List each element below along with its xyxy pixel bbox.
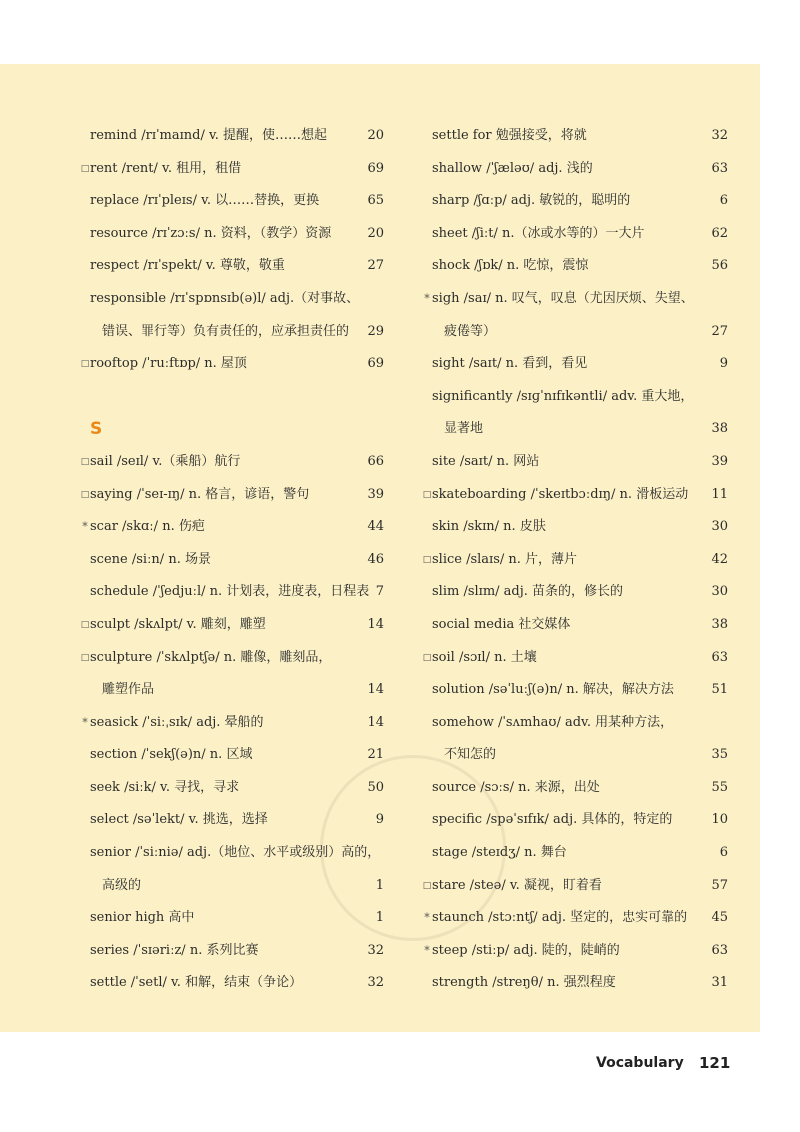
- entry-text: scene /siːn/ n. 场景: [90, 551, 211, 567]
- entry-page-number: 27: [367, 258, 384, 274]
- entry-page-number: 69: [367, 160, 384, 176]
- entry-page-number: 39: [711, 453, 728, 469]
- section-letter: S: [90, 419, 103, 440]
- entry-text: skin /skɪn/ n. 皮肤: [432, 519, 546, 535]
- entry-text: settle for 勉强接受，将就: [432, 128, 587, 143]
- entry-text: sigh /saɪ/ n. 叹气，叹息（尤因厌烦、失望、: [432, 290, 694, 306]
- vocabulary-entry: [80, 153, 384, 186]
- entry-page-number: 32: [711, 128, 728, 143]
- vocabulary-entry: [422, 185, 728, 218]
- entry-text: sail /seɪl/ v.（乘船）航行: [90, 453, 241, 469]
- entry-text: 不知怎的: [444, 747, 497, 763]
- entry-page-number: 63: [711, 649, 728, 665]
- vocabulary-entry: [80, 576, 384, 609]
- square-marker-icon: □: [422, 880, 432, 891]
- entry-text: replace /rɪˈpleɪs/ v. 以……替换，更换: [90, 193, 320, 209]
- entry-text: responsible /rɪˈspɒnsɪb(ə)l/ adj.（对事故、: [90, 290, 360, 306]
- vocabulary-entry: [422, 381, 728, 414]
- vocabulary-entry: [80, 316, 384, 349]
- entry-page-number: 56: [711, 258, 728, 274]
- star-marker-icon: *: [424, 911, 430, 925]
- vocabulary-entry: [80, 739, 384, 772]
- entry-text: source /sɔːs/ n. 来源，出处: [432, 779, 600, 795]
- entry-text: shallow /ˈʃæləʊ/ adj. 浅的: [432, 160, 593, 176]
- square-marker-icon: □: [80, 619, 90, 630]
- entry-text: senior /ˈsiːniə/ adj.（地位、水平或级别）高的，: [90, 845, 381, 861]
- vocabulary-entry: [422, 120, 728, 153]
- footer-page-number: 121: [699, 1054, 731, 1072]
- entry-text: 错误、罪行等）负有责任的，应承担责任的: [102, 323, 350, 339]
- square-marker-icon: □: [80, 652, 90, 663]
- vocabulary-entry: [80, 120, 384, 153]
- entry-page-number: 29: [367, 323, 384, 339]
- vocabulary-entry: [80, 218, 384, 251]
- entry-text: soil /sɔɪl/ n. 土壤: [432, 649, 537, 665]
- entry-text: 雕塑作品: [102, 682, 155, 698]
- vocabulary-entry: [80, 348, 384, 381]
- vocabulary-entry: [422, 707, 728, 740]
- entry-text: remind /rɪˈmaɪnd/ v. 提醒，使……想起: [90, 128, 328, 143]
- entry-page-number: 20: [367, 128, 384, 143]
- square-marker-icon: □: [422, 554, 432, 565]
- vocabulary-entry: [80, 967, 384, 1000]
- vocabulary-entry: [422, 642, 728, 675]
- entry-text: seek /siːk/ v. 寻找，寻求: [90, 779, 240, 795]
- square-marker-icon: □: [80, 359, 90, 370]
- star-marker-icon: *: [82, 520, 88, 534]
- section-heading: [80, 413, 384, 446]
- entry-page-number: 55: [711, 779, 728, 795]
- entry-page-number: 14: [367, 682, 384, 698]
- entry-page-number: 27: [711, 323, 728, 339]
- vocabulary-entry: [422, 283, 728, 316]
- entry-text: sculpture /ˈskʌlptʃə/ n. 雕像，雕刻品，: [90, 649, 332, 665]
- entry-page-number: 50: [367, 779, 384, 795]
- vocabulary-entry: [422, 153, 728, 186]
- vocabulary-entry: [422, 609, 728, 642]
- entry-page-number: 14: [367, 714, 384, 730]
- spacer: [80, 381, 384, 414]
- vocabulary-entry: [422, 870, 728, 903]
- entry-text: slice /slaɪs/ n. 片，薄片: [432, 551, 578, 567]
- entry-text: saying /ˈseɪ-ɪŋ/ n. 格言，谚语，警句: [90, 486, 310, 502]
- entry-page-number: 38: [711, 616, 728, 632]
- entry-text: senior high 高中: [90, 910, 195, 926]
- entry-page-number: 9: [719, 356, 728, 372]
- vocabulary-entry: [422, 674, 728, 707]
- entry-page-number: 14: [367, 616, 384, 632]
- vocabulary-entry: [422, 511, 728, 544]
- vocabulary-entry: [80, 642, 384, 675]
- entry-text: solution /səˈluːʃ(ə)n/ n. 解决，解决方法: [432, 682, 674, 698]
- entry-text: significantly /sɪɡˈnɪfɪkəntli/ adv. 重大地，: [432, 388, 694, 404]
- entry-page-number: 31: [711, 975, 728, 991]
- vocabulary-entry: [80, 707, 384, 740]
- entry-page-number: 38: [711, 421, 728, 437]
- entry-page-number: 32: [367, 942, 384, 958]
- vocabulary-entry: [422, 967, 728, 1000]
- vocabulary-entry: [422, 902, 728, 935]
- entry-page-number: 46: [367, 551, 384, 567]
- entry-page-number: 35: [711, 747, 728, 763]
- vocabulary-entry: [80, 870, 384, 903]
- vocabulary-column-left: [80, 120, 384, 1000]
- entry-page-number: 39: [367, 486, 384, 502]
- entry-text: rooftop /ˈruːftɒp/ n. 屋顶: [90, 356, 247, 372]
- entry-page-number: 45: [711, 910, 728, 926]
- entry-text: sheet /ʃiːt/ n.（冰或水等的）一大片: [432, 225, 645, 241]
- entry-text: site /saɪt/ n. 网站: [432, 453, 540, 469]
- entry-text: somehow /ˈsʌmhaʊ/ adv. 用某种方法，: [432, 714, 674, 730]
- entry-text: social media 社交媒体: [432, 616, 571, 632]
- entry-text: respect /rɪˈspekt/ v. 尊敬，敬重: [90, 258, 285, 274]
- star-marker-icon: *: [424, 291, 430, 305]
- star-marker-icon: *: [424, 943, 430, 957]
- entry-page-number: 30: [711, 519, 728, 535]
- entry-text: seasick /ˈsiːˌsɪk/ adj. 晕船的: [90, 714, 264, 730]
- entry-text: resource /rɪˈzɔːs/ n. 资料，（教学）资源: [90, 225, 332, 241]
- entry-text: sculpt /skʌlpt/ v. 雕刻，雕塑: [90, 616, 266, 632]
- entry-page-number: 51: [711, 682, 728, 698]
- entry-text: select /səˈlekt/ v. 挑选，选择: [90, 812, 268, 828]
- entry-text: staunch /stɔːntʃ/ adj. 坚定的，忠实可靠的: [432, 910, 688, 926]
- vocabulary-entry: [422, 739, 728, 772]
- entry-page-number: 6: [719, 845, 728, 861]
- vocabulary-entry: [80, 902, 384, 935]
- entry-page-number: 20: [367, 225, 384, 241]
- entry-text: steep /stiːp/ adj. 陡的，陡峭的: [432, 942, 620, 958]
- entry-text: series /ˈsɪəriːz/ n. 系列比赛: [90, 942, 259, 958]
- vocabulary-entry: [80, 446, 384, 479]
- entry-text: settle /ˈsetl/ v. 和解，结束（争论）: [90, 975, 303, 991]
- entry-text: 高级的: [102, 877, 142, 893]
- entry-text: schedule /ˈʃedjuːl/ n. 计划表，进度表，日程表: [90, 584, 370, 600]
- vocabulary-entry: [422, 413, 728, 446]
- entry-text: stage /steɪdʒ/ n. 舞台: [432, 845, 567, 861]
- footer-section-label: Vocabulary: [596, 1055, 684, 1071]
- vocabulary-entry: [80, 674, 384, 707]
- entry-page-number: 63: [711, 942, 728, 958]
- entry-text: scar /skɑː/ n. 伤疤: [90, 519, 205, 535]
- vocabulary-entry: [422, 348, 728, 381]
- entry-page-number: 62: [711, 225, 728, 241]
- entry-page-number: 7: [375, 584, 384, 600]
- vocabulary-entry: [422, 446, 728, 479]
- vocabulary-entry: [80, 479, 384, 512]
- entry-page-number: 42: [711, 551, 728, 567]
- entry-text: sharp /ʃɑːp/ adj. 敏锐的，聪明的: [432, 193, 631, 209]
- entry-page-number: 65: [367, 193, 384, 209]
- entry-page-number: 9: [375, 812, 384, 828]
- vocabulary-entry: [80, 837, 384, 870]
- vocabulary-entry: [422, 218, 728, 251]
- entry-page-number: 69: [367, 356, 384, 372]
- vocabulary-entry: [422, 935, 728, 968]
- entry-page-number: 63: [711, 160, 728, 176]
- entry-text: skateboarding /ˈskeɪtbɔːdɪŋ/ n. 滑板运动: [432, 486, 689, 502]
- entry-page-number: 21: [367, 747, 384, 763]
- vocabulary-entry: [80, 609, 384, 642]
- vocabulary-entry: [80, 283, 384, 316]
- entry-text: 显著地: [444, 421, 484, 437]
- vocabulary-entry: [80, 804, 384, 837]
- vocabulary-entry: [422, 544, 728, 577]
- entry-text: 疲倦等）: [444, 323, 497, 339]
- entry-page-number: 30: [711, 584, 728, 600]
- entry-page-number: 1: [375, 877, 384, 893]
- vocabulary-entry: [80, 935, 384, 968]
- vocabulary-column-right: [422, 120, 728, 1000]
- square-marker-icon: □: [80, 489, 90, 500]
- vocabulary-entry: [422, 576, 728, 609]
- square-marker-icon: □: [422, 652, 432, 663]
- entry-text: stare /steə/ v. 凝视，盯着看: [432, 877, 602, 893]
- entry-text: specific /spəˈsɪfɪk/ adj. 具体的，特定的: [432, 812, 673, 828]
- entry-page-number: 6: [719, 193, 728, 209]
- vocabulary-entry: [80, 772, 384, 805]
- vocabulary-entry: [422, 837, 728, 870]
- vocabulary-entry: [422, 479, 728, 512]
- vocabulary-entry: [422, 250, 728, 283]
- entry-page-number: 1: [375, 910, 384, 926]
- entry-text: shock /ʃɒk/ n. 吃惊，震惊: [432, 258, 589, 274]
- vocabulary-entry: [80, 250, 384, 283]
- vocabulary-entry: [80, 185, 384, 218]
- vocabulary-entry: [80, 544, 384, 577]
- vocabulary-entry: [422, 772, 728, 805]
- entry-page-number: 57: [711, 877, 728, 893]
- entry-page-number: 11: [711, 486, 728, 502]
- square-marker-icon: □: [422, 489, 432, 500]
- vocabulary-entry: [422, 804, 728, 837]
- entry-page-number: 66: [367, 453, 384, 469]
- entry-text: rent /rent/ v. 租用，租借: [90, 160, 242, 176]
- entry-page-number: 10: [711, 812, 728, 828]
- entry-page-number: 44: [367, 519, 384, 535]
- entry-text: strength /streŋθ/ n. 强烈程度: [432, 975, 616, 991]
- entry-page-number: 32: [367, 975, 384, 991]
- vocabulary-entry: [80, 511, 384, 544]
- square-marker-icon: □: [80, 163, 90, 174]
- entry-text: slim /slɪm/ adj. 苗条的，修长的: [432, 584, 624, 600]
- square-marker-icon: □: [80, 456, 90, 467]
- vocabulary-entry: [422, 316, 728, 349]
- entry-text: section /ˈsekʃ(ə)n/ n. 区域: [90, 747, 253, 763]
- entry-text: sight /saɪt/ n. 看到，看见: [432, 356, 588, 372]
- star-marker-icon: *: [82, 715, 88, 729]
